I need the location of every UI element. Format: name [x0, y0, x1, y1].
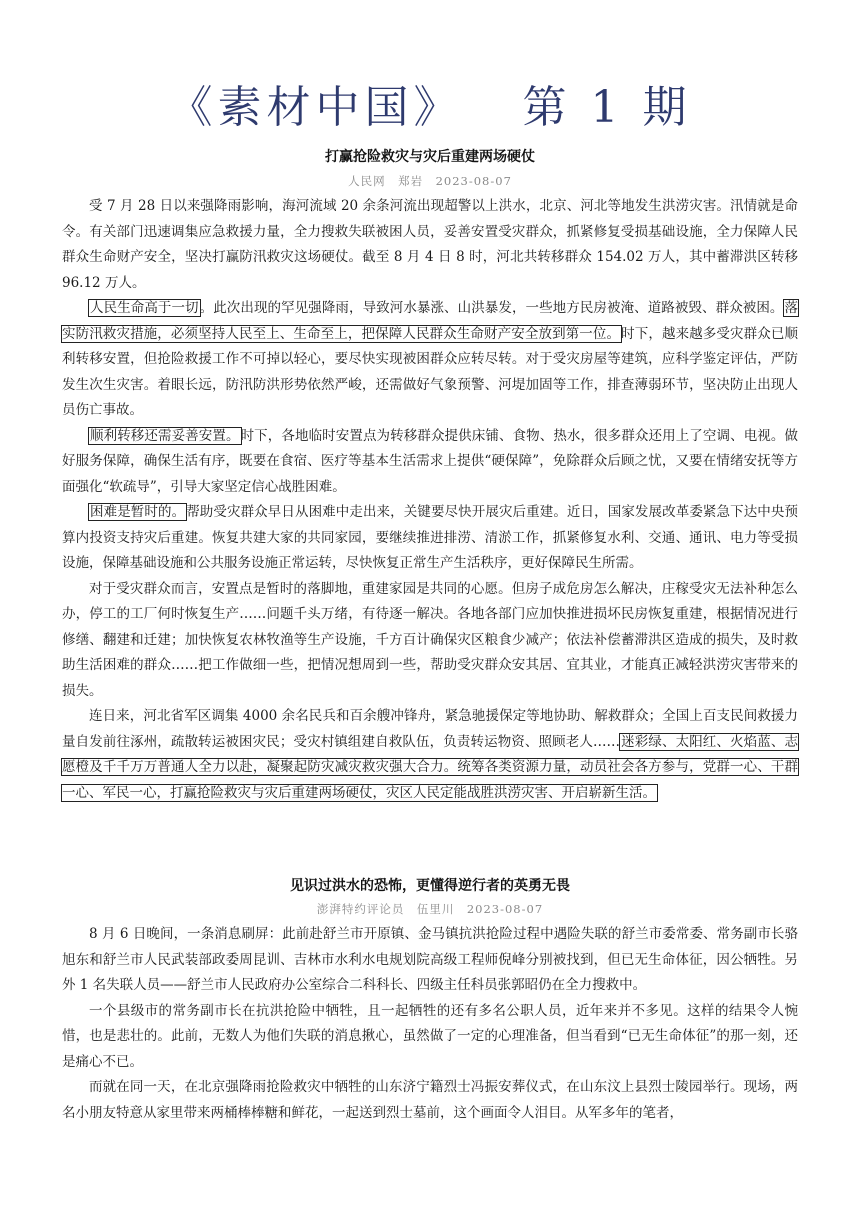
article-1-paragraph: 顺利转移还需妥善安置。时下，各地临时安置点为转移群众提供床铺、食物、热水，很多群众还用上了空调、电视。做好服务保障，确保生活有序，既要在食宿、医疗等基本生活需求上提供“硬保障”，免除群众后顾之忧，又要在情绪安抚等方面强化“软疏导”，引导大家坚定信心战胜困难。	[62, 427, 798, 495]
masthead	[0, 78, 860, 148]
article-1-byline: 人民网 郑岩 2023-08-07	[348, 174, 512, 188]
article-1-paragraph: 受 7 月 28 日以来强降雨影响，海河流域 20 余条河流出现超警以上洪水，北京、河北等地发生洪涝灾害。汛情就是命令。有关部门迅速调集应急救援力量，全力搜救失联被困人员，妥善安置受灾群众，抓紧修复受损基础设施，全力保障人民群众生命财产安全，坚决打赢防汛救灾这场硬仗。截至 8 月 4 日 8 时，河北共转移群众 154.02 万人，其中蓄滞洪区转移 96.12 万人。	[62, 198, 798, 291]
article-2-byline: 澎湃特约评论员 伍里川 2023-08-07	[316, 902, 544, 916]
boxed-phrase: 顺利转移还需妥善安置。	[90, 427, 240, 444]
article-1-title: 打赢抢险救灾与灾后重建两场硬仗	[325, 149, 535, 165]
article-1-paragraph: 困难是暂时的。帮助受灾群众早日从困难中走出来，关键要尽快开展灾后重建。近日，国家发展改革委紧急下达中央预算内投资支持灾后重建。恢复共建大家的共同家园，要继续推进排涝、清淤工作，抓紧修复水利、交通、通讯、电力等受损设施，保障基础设施和公共服务设施正常运转，尽快恢复正常生产生活秩序，更好保障民生所需。	[62, 504, 798, 571]
article-2-title: 见识过洪水的恐怖，更懂得逆行者的英勇无畏	[290, 878, 570, 894]
boxed-phrase: 困难是暂时的。	[90, 504, 186, 520]
masthead-title: 《素材中国》	[168, 82, 463, 133]
article-1-paragraph: 人民生命高于一切。此次出现的罕见强降雨，导致河水暴涨、山洪暴发，一些地方民房被淹、道路被毁、群众被困。落实防汛救灾措施，必须坚持人民至上、生命至上，把保障人民群众生命财产安全放到第一位。时下，越来越多受灾群众已顺利转移安置，但抢险救援工作不可掉以轻心，要尽快实现被困群众应转尽转。对于受灾房屋等建筑，应科学鉴定评估，严防发生次生灾害。着眼长远，防汛防洪形势依然严峻，还需做好气象预警、河堤加固等工作，排查薄弱环节，坚决防止出现人员伤亡事故。	[62, 300, 799, 418]
boxed-phrase: 落实防汛救灾措施，必须坚持人民至上、生命至上，把保障人民群众生命财产安全放到第一位。	[62, 300, 799, 342]
article-2-body	[62, 922, 798, 1126]
article-2-paragraph: 8 月 6 日晚间，一条消息刷屏：此前赴舒兰市开原镇、金马镇抗洪抢险过程中遇险失联的舒兰市委常委、常务副市长骆旭东和舒兰市人民武装部政委周昆训、吉林市水利水电规划院高级工程师倪峰分别被找到，但已无生命体征，因公牺牲。另外 1 名失联人员——舒兰市人民政府办公室综合二科科长、四级主任科员张郭昭仍在全力搜救中。	[62, 926, 798, 993]
boxed-phrase: 迷彩绿、太阳红、火焰蓝、志愿橙及千千万万普通人全力以赴，凝聚起防灾减灾救灾强大合力。统筹各类资源力量，动员社会各方参与，党群一心、干群一心、军民一心，打赢抢险救灾与灾后重建两场硬仗，灾区人民定能战胜洪涝灾害、开启崭新生活。	[62, 733, 799, 801]
article-1-body	[62, 194, 798, 806]
article-1-paragraph: 对于受灾群众而言，安置点是暂时的落脚地，重建家园是共同的心愿。但房子成危房怎么解决，庄稼受灾无法补种怎么办，停工的工厂何时恢复生产……问题千头万绪，有待逐一解决。各地各部门应加快推进损坏民房恢复重建，根据情况进行修缮、翻建和迁建；加快恢复农林牧渔等生产设施，千方百计确保灾区粮食少减产；依法补偿蓄滞洪区造成的损失，及时救助生活困难的群众……把工作做细一些，把情况想周到一些，帮助受灾群众安其居、宜其业，才能真正减轻洪涝灾害带来的损失。	[62, 580, 798, 699]
article-2-paragraph: 一个县级市的常务副市长在抗洪抢险中牺牲，且一起牺牲的还有多名公职人员，近年来并不多见。这样的结果令人惋惜，也是悲壮的。此前，无数人为他们失联的消息揪心，虽然做了一定的心理准备，但当看到“已无生命体征”的那一刻，还是痛心不已。	[62, 1002, 798, 1070]
boxed-phrase: 人民生命高于一切	[90, 300, 199, 316]
article-1-paragraph: 连日来，河北省军区调集 4000 余名民兵和百余艘冲锋舟，紧急驰援保定等地协助、解救群众；全国上百支民间救援力量自发前往涿州，疏散转运被困灾民；受灾村镇组建自救队伍，负责转运物资、照顾老人……迷彩绿、太阳红、火焰蓝、志愿橙及千千万万普通人全力以赴，凝聚起防灾减灾救灾强大合力。统筹各类资源力量，动员社会各方参与，党群一心、干群一心、军民一心，打赢抢险救灾与灾后重建两场硬仗，灾区人民定能战胜洪涝灾害、开启崭新生活。	[62, 708, 799, 801]
article-2-paragraph: 而就在同一天，在北京强降雨抢险救灾中牺牲的山东济宁籍烈士冯振安葬仪式，在山东汶上县烈士陵园举行。现场，两名小朋友特意从家里带来两桶棒棒糖和鲜花，一起送到烈士墓前，这个画面令人泪目。从军多年的笔者，	[62, 1079, 798, 1121]
masthead-issue: 第 1 期	[522, 82, 692, 133]
